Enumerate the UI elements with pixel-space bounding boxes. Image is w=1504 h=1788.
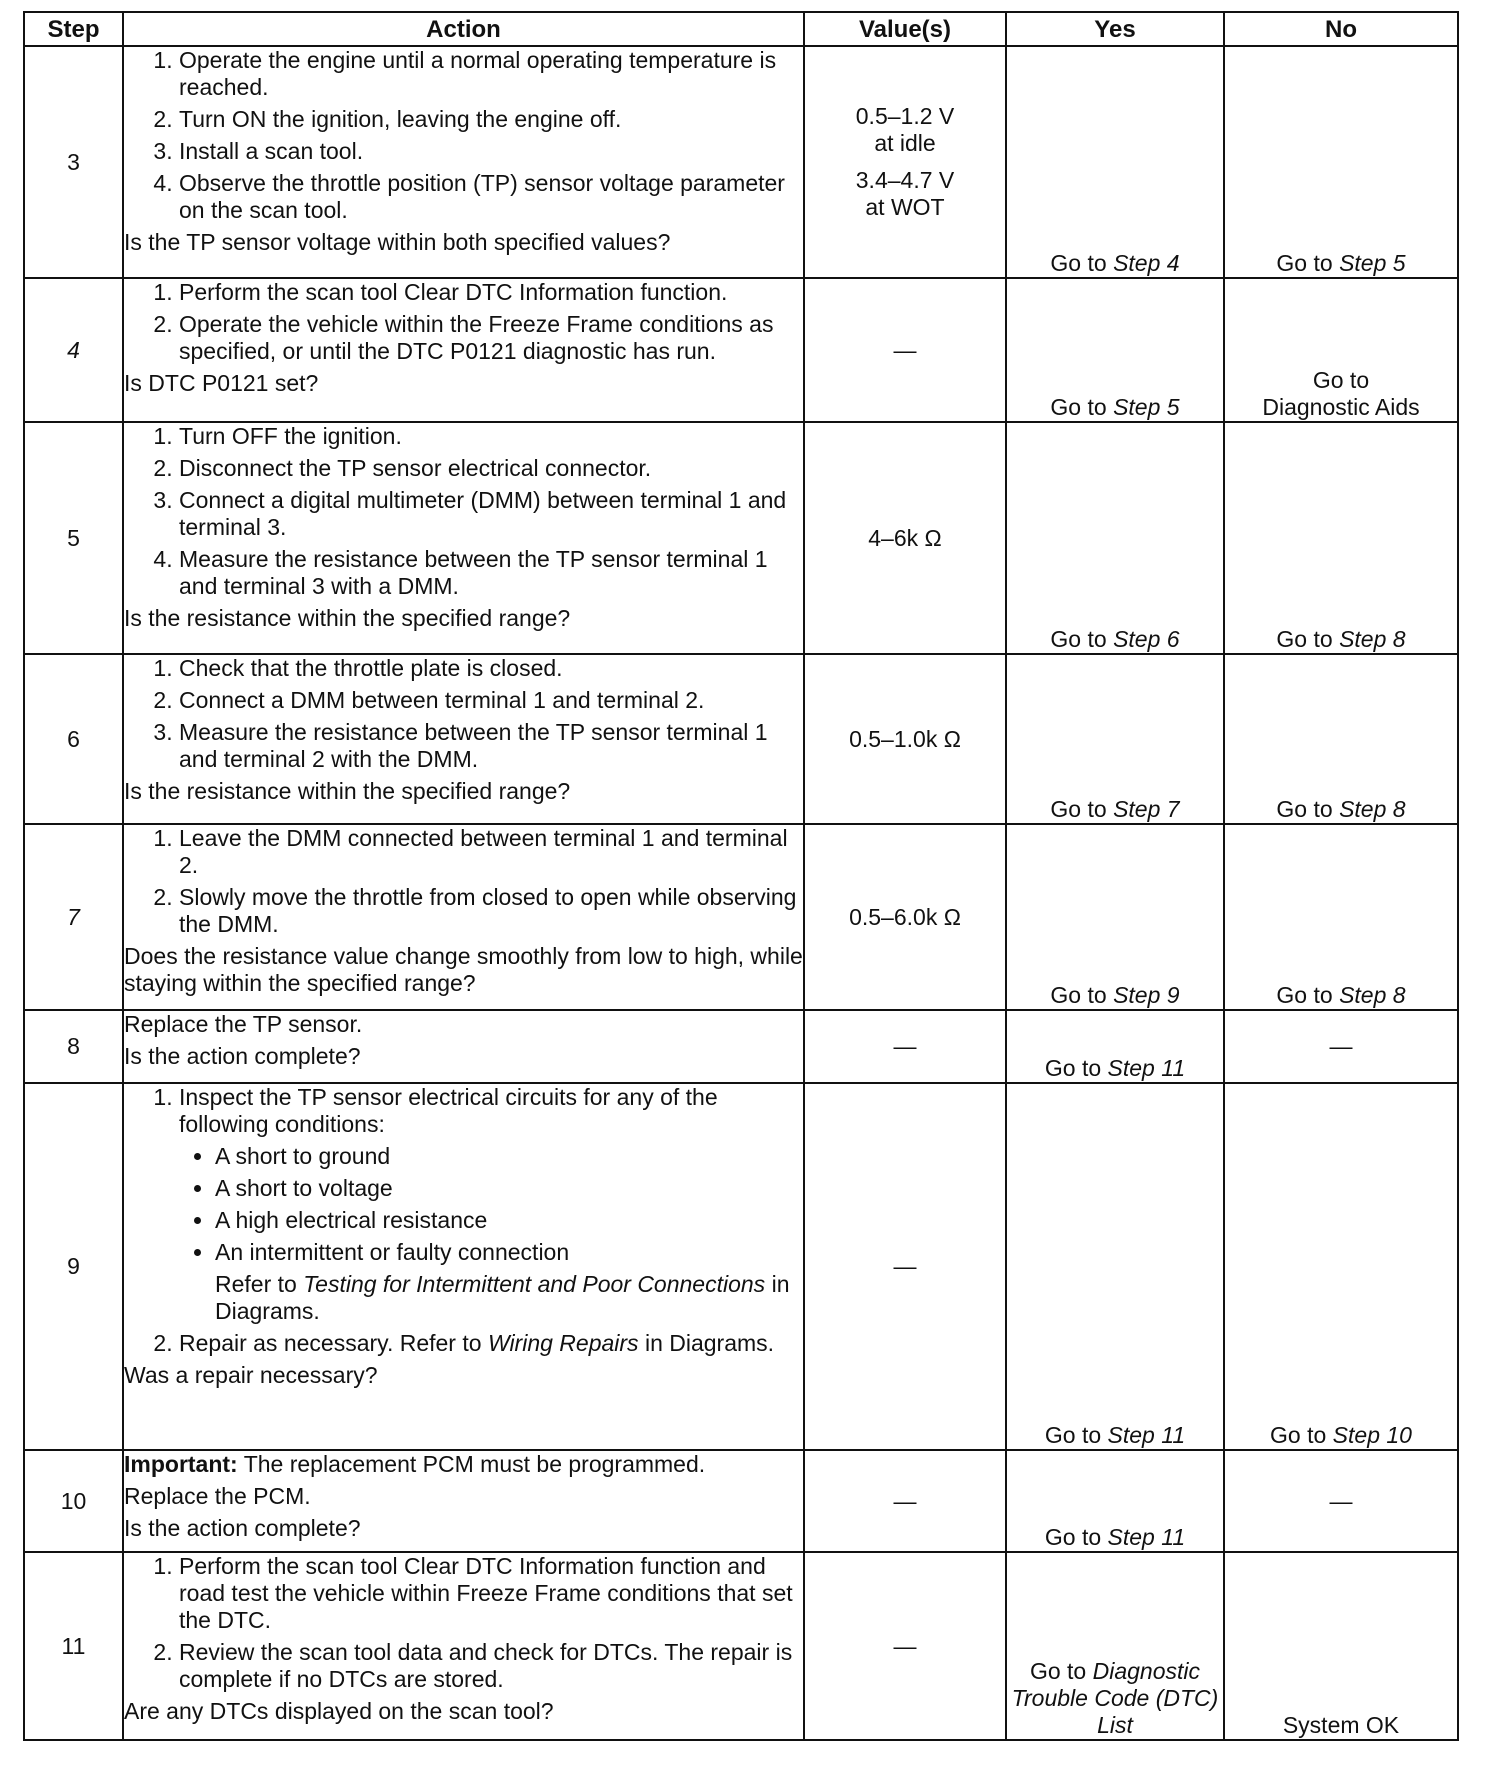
yes-prefix: Go to [1050,796,1114,822]
yes-cell [1006,824,1224,1010]
no-line: Go to [1312,367,1370,393]
action-step: 1. Check that the throttle plate is closed. [179,655,803,682]
important-note [124,1451,803,1478]
no-prefix: Go to [1276,982,1340,1008]
condition-item: • A short to ground [215,1143,803,1170]
step-number: 10 [24,1450,123,1552]
no-cell: System OK [1224,1552,1458,1740]
action-step-text: Inspect the TP sensor electrical circuits for any of the following conditions: [179,1084,718,1137]
action-steps [124,279,803,365]
no-diagnostic-aids-link[interactable]: Diagnostic Aids [1262,394,1420,420]
table-row-step-5 [24,422,1458,654]
yes-cell [1006,1552,1224,1740]
yes-prefix: Go to [1050,394,1114,420]
step-number: 8 [24,1010,123,1083]
yes-cell [1006,278,1224,422]
condition-list [179,1143,803,1266]
action-step: 1. Perform the scan tool Clear DTC Information function and road test the vehicle within Freeze Frame conditions that set the DTC. [179,1553,803,1634]
value-line: at idle [874,130,936,156]
action-step-text: Repair as necessary. Refer to [179,1330,488,1356]
action-step: 2. Connect a DMM between terminal 1 and terminal 2. [179,687,803,714]
action-cell [123,422,804,654]
yes-prefix: Go to [1050,250,1114,276]
no-prefix: Go to [1270,1422,1333,1448]
step-number: 6 [24,654,123,824]
yes-step-link[interactable]: Step 11 [1107,1524,1186,1550]
value-cell: — [804,1450,1006,1552]
refer-suffix: in Diagrams. [215,1271,790,1324]
table-row-step-11 [24,1552,1458,1740]
refer-title-link[interactable]: Testing for Intermittent and Poor Connections [303,1271,766,1297]
wiring-repairs-link[interactable]: Wiring Repairs [487,1330,639,1356]
no-step-link[interactable]: Step 10 [1332,1422,1412,1448]
action-step [179,1084,803,1325]
action-cell [123,46,804,278]
action-step: 1. Leave the DMM connected between terminal 1 and terminal 2. [179,825,803,879]
yes-step-link[interactable]: Step 9 [1113,982,1180,1008]
action-step: 2. Review the scan tool data and check for DTCs. The repair is complete if no DTCs are stored. [179,1639,803,1693]
yes-step-link[interactable]: Step 4 [1113,250,1180,276]
no-cell [1224,278,1458,422]
step-number: 11 [24,1552,123,1740]
no-step-link[interactable]: Step 8 [1339,982,1406,1008]
table-row-step-7 [24,824,1458,1010]
action-instruction: Replace the TP sensor. [124,1011,363,1037]
important-label: Important: [124,1451,238,1477]
action-steps [124,825,803,938]
yes-step-link[interactable]: Step 11 [1107,1422,1186,1448]
yes-step-link[interactable]: Step 6 [1113,626,1180,652]
action-question: Is the resistance within the specified range? [124,778,571,804]
action-cell [123,1552,804,1740]
yes-prefix: Go to [1050,982,1114,1008]
table-row-step-3 [24,46,1458,278]
action-question: Is the TP sensor voltage within both specified values? [124,229,671,255]
action-steps [124,423,803,600]
no-cell: — [1224,1450,1458,1552]
step-number: 5 [24,422,123,654]
yes-step-link[interactable]: Step 11 [1107,1055,1186,1081]
value-line: at WOT [865,194,945,220]
header-no: No [1224,12,1458,46]
yes-prefix: Go to [1044,1524,1108,1550]
table-row-step-6 [24,654,1458,824]
table-row-step-9 [24,1083,1458,1450]
yes-cell [1006,46,1224,278]
table-row-step-4 [24,278,1458,422]
action-question: Is the action complete? [124,1515,361,1541]
yes-prefix: Go to [1044,1055,1108,1081]
action-instruction: Replace the PCM. [124,1483,311,1509]
value-cell: — [804,1083,1006,1450]
value-cell [804,46,1006,278]
diagnostic-table [23,11,1459,1741]
value-cell: 0.5–1.0k Ω [804,654,1006,824]
header-step: Step [24,12,123,46]
no-prefix: Go to [1276,250,1340,276]
condition-item: • An intermittent or faulty connection [215,1239,803,1266]
action-step: 3. Install a scan tool. [179,138,803,165]
action-question: Is the resistance within the specified range? [124,605,571,631]
no-cell [1224,422,1458,654]
refer-prefix: Refer to [215,1271,304,1297]
no-cell [1224,824,1458,1010]
action-steps [124,47,803,224]
value-line: 0.5–1.2 V [855,103,955,129]
step-number: 4 [24,278,123,422]
action-steps [124,1084,803,1357]
no-prefix: Go to [1276,626,1340,652]
yes-prefix: Go to [1044,1422,1108,1448]
action-cell [123,1083,804,1450]
dtc-list-link[interactable]: Diagnostic Trouble Code (DTC) List [1011,1658,1219,1738]
important-text: The replacement PCM must be programmed. [237,1451,706,1477]
action-question: Does the resistance value change smoothly from low to high, while staying within the specified range? [124,943,803,996]
action-question: Is the action complete? [124,1043,361,1069]
value-line: 3.4–4.7 V [855,167,955,193]
header-row [24,12,1458,46]
action-cell [123,278,804,422]
yes-cell [1006,654,1224,824]
header-action: Action [123,12,804,46]
no-step-link[interactable]: Step 8 [1339,796,1406,822]
condition-item: • A short to voltage [215,1175,803,1202]
yes-cell [1006,1010,1224,1083]
yes-cell [1006,422,1224,654]
action-step: 3. Connect a digital multimeter (DMM) between terminal 1 and terminal 3. [179,487,803,541]
action-step: 4. Observe the throttle position (TP) sensor voltage parameter on the scan tool. [179,170,803,224]
action-step: 1. Operate the engine until a normal operating temperature is reached. [179,47,803,101]
action-steps [124,1553,803,1693]
action-step: 4. Measure the resistance between the TP sensor terminal 1 and terminal 3 with a DMM. [179,546,803,600]
action-step: 2. Disconnect the TP sensor electrical connector. [179,455,803,482]
no-step-link[interactable]: Step 5 [1339,250,1406,276]
action-question: Are any DTCs displayed on the scan tool? [124,1698,554,1724]
step-number: 3 [24,46,123,278]
action-step: 2. Slowly move the throttle from closed to open while observing the DMM. [179,884,803,938]
yes-cell [1006,1083,1224,1450]
action-step-suffix: in Diagrams. [638,1330,775,1356]
value-cell: — [804,1010,1006,1083]
action-cell [123,1450,804,1552]
action-step: 2. Turn ON the ignition, leaving the engine off. [179,106,803,133]
step-number: 7 [24,824,123,1010]
action-step: 1. Perform the scan tool Clear DTC Information function. [179,279,803,306]
action-cell [123,1010,804,1083]
value-cell: 4–6k Ω [804,422,1006,654]
no-step-link[interactable]: Step 8 [1339,626,1406,652]
value-cell: 0.5–6.0k Ω [804,824,1006,1010]
value-cell: — [804,1552,1006,1740]
condition-item: • A high electrical resistance [215,1207,803,1234]
no-cell [1224,654,1458,824]
no-cell [1224,1083,1458,1450]
action-cell [123,824,804,1010]
header-yes: Yes [1006,12,1224,46]
step-number: 9 [24,1083,123,1450]
action-steps [124,655,803,773]
action-step: 2. Operate the vehicle within the Freeze Frame conditions as specified, or until the DTC P0121 diagnostic has run. [179,311,803,365]
action-cell [123,654,804,824]
action-step: 3. Measure the resistance between the TP sensor terminal 1 and terminal 2 with the DMM. [179,719,803,773]
value-cell: — [804,278,1006,422]
yes-prefix: Go to [1050,626,1114,652]
action-step [179,1330,803,1357]
no-cell: — [1224,1010,1458,1083]
yes-step-link[interactable]: Step 5 [1113,394,1180,420]
no-prefix: Go to [1276,796,1340,822]
no-cell [1224,46,1458,278]
header-values: Value(s) [804,12,1006,46]
table-row-step-8 [24,1010,1458,1083]
refer-note [215,1271,803,1325]
yes-prefix: Go to [1029,1658,1093,1684]
yes-step-link[interactable]: Step 7 [1113,796,1180,822]
action-question: Is DTC P0121 set? [124,370,319,396]
table-row-step-10 [24,1450,1458,1552]
action-step: 1. Turn OFF the ignition. [179,423,803,450]
action-question: Was a repair necessary? [124,1362,378,1388]
yes-cell [1006,1450,1224,1552]
